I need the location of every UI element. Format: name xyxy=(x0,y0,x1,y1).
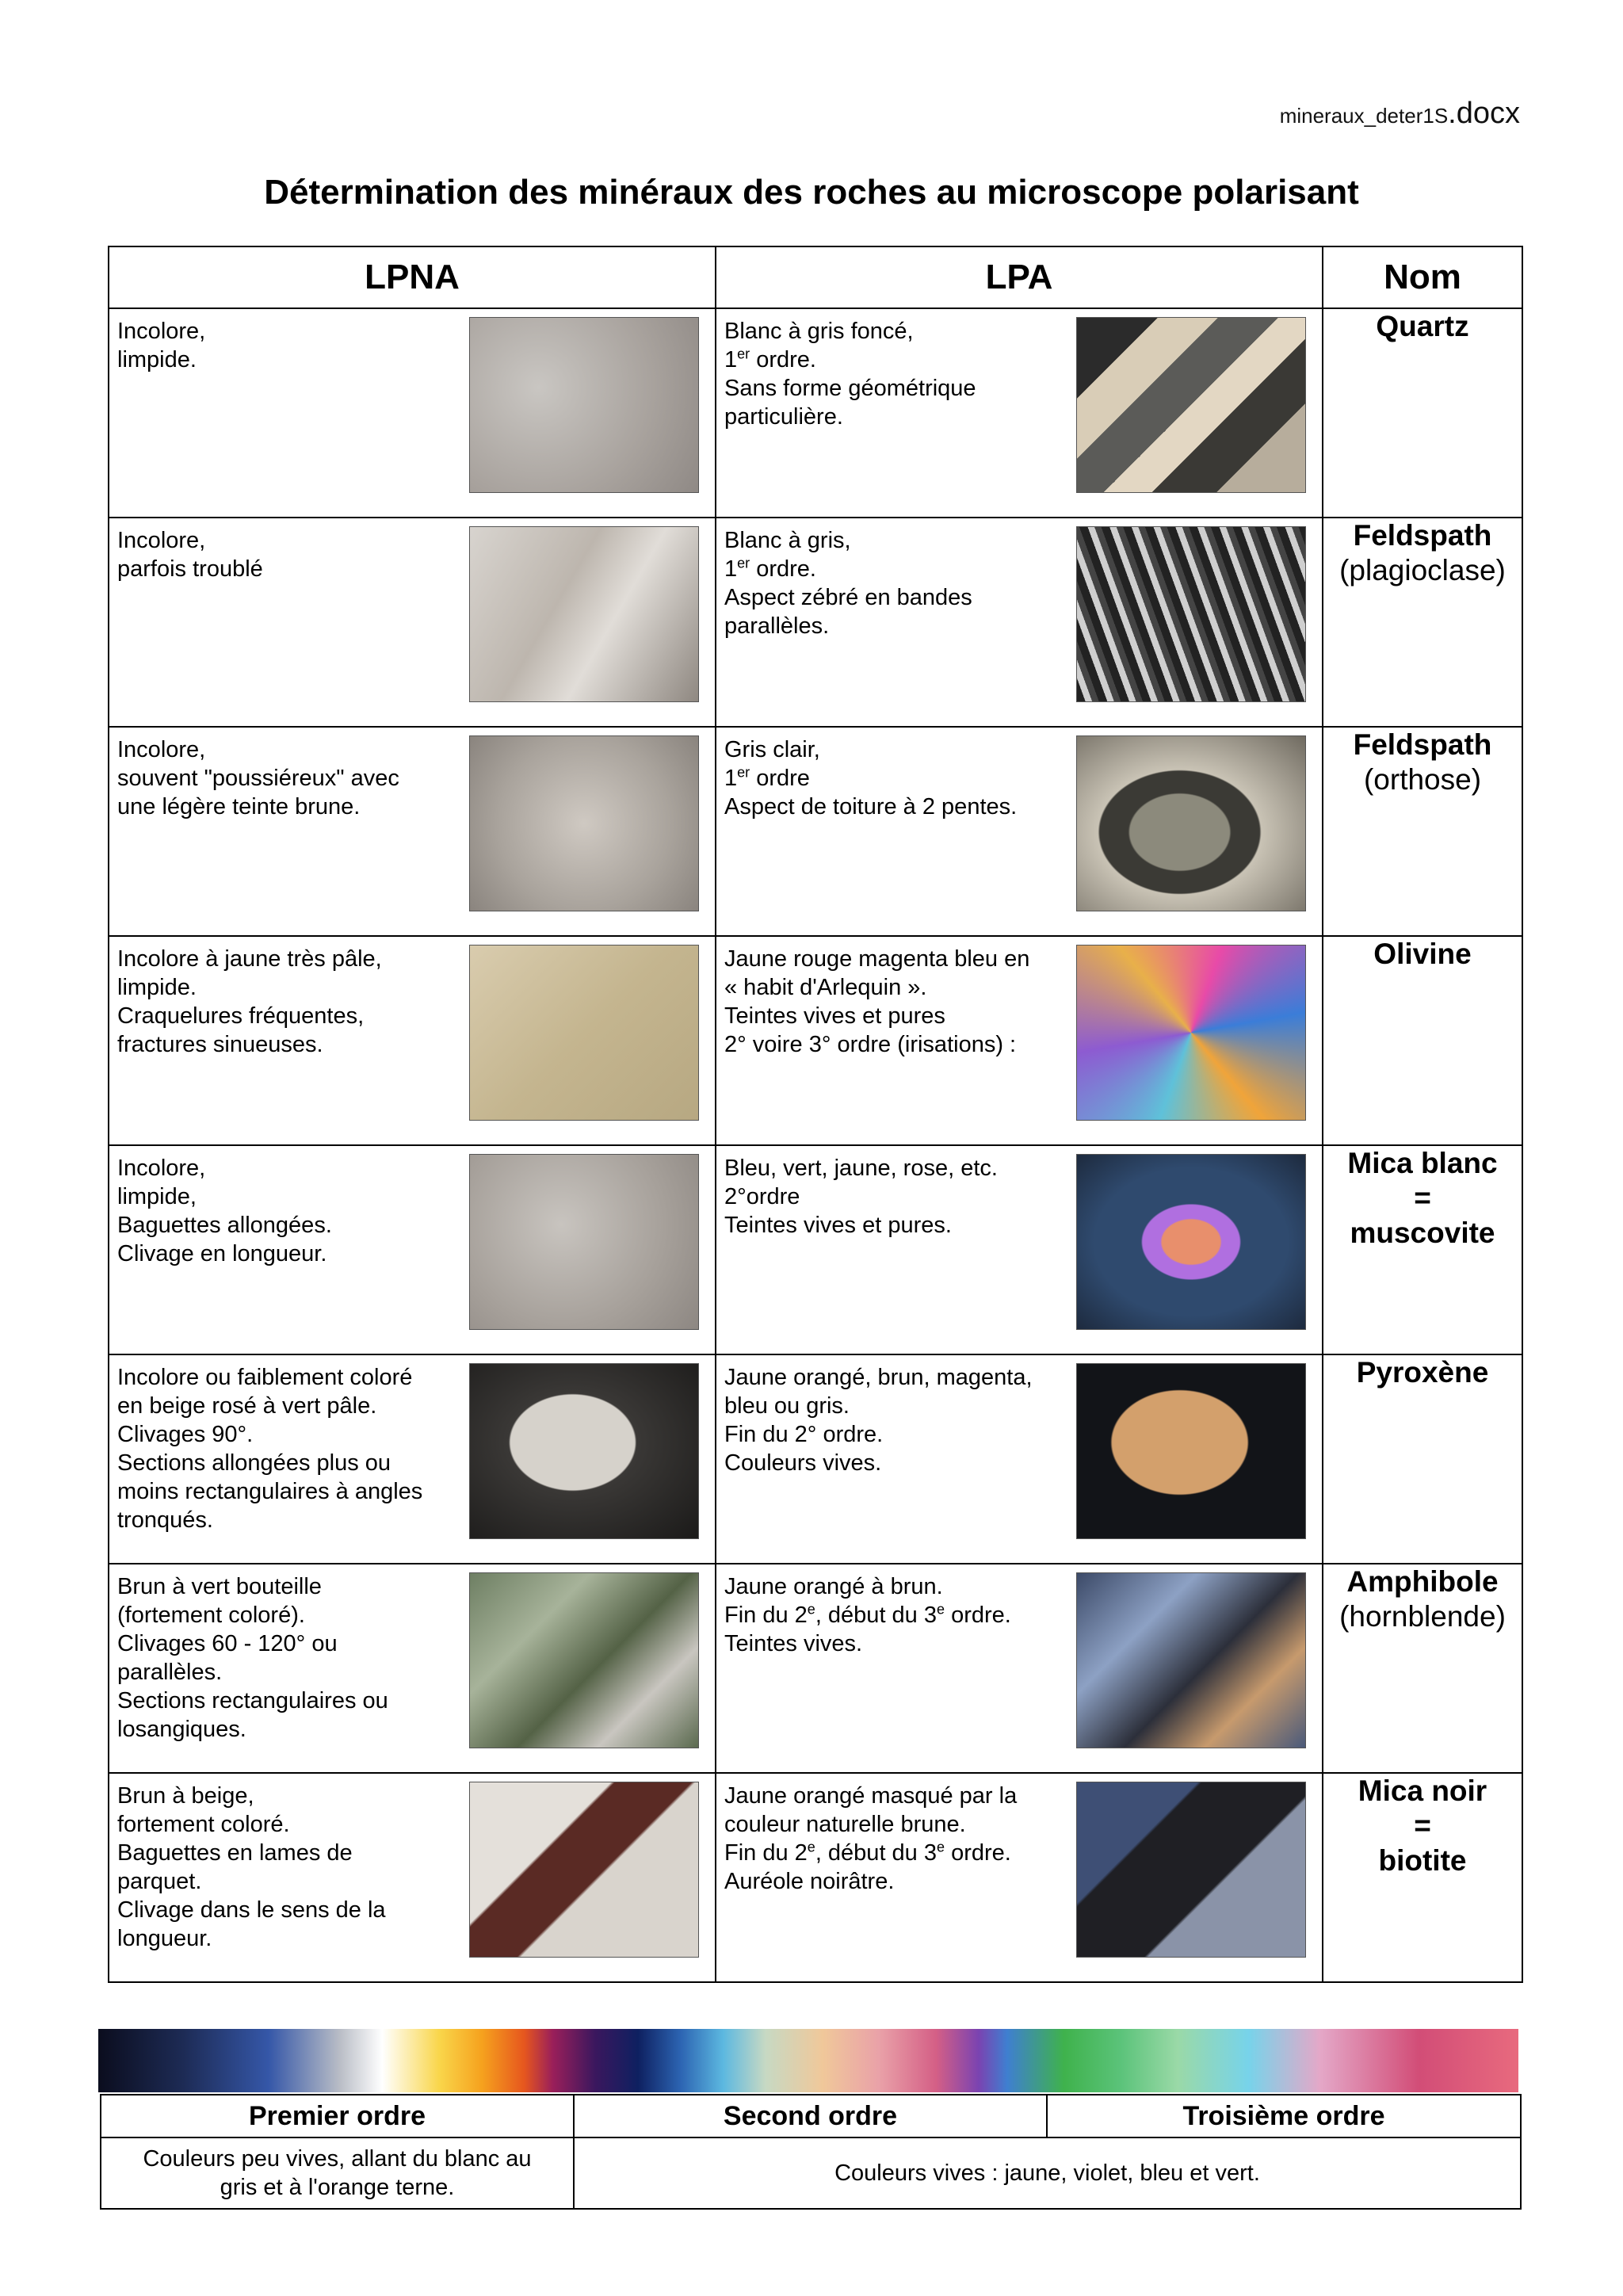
lpa-micrograph xyxy=(1076,945,1306,1121)
lpna-cell xyxy=(109,518,716,727)
lpna-micrograph xyxy=(469,1572,699,1748)
lpna-cell xyxy=(109,727,716,936)
header-second-ordre: Second ordre xyxy=(574,2095,1047,2137)
table-row xyxy=(109,308,1522,518)
lpa-cell xyxy=(716,308,1323,518)
lpa-description xyxy=(724,526,1065,640)
lpna-micrograph xyxy=(469,526,699,702)
lpa-line: « habit d'Arlequin ». xyxy=(724,975,927,1000)
lpa-line: Bleu, vert, jaune, rose, etc. xyxy=(724,1156,998,1181)
mineral-name: Pyroxène xyxy=(1356,1356,1489,1389)
nom-cell xyxy=(1323,936,1522,1145)
lpa-cell xyxy=(716,936,1323,1145)
nom-cell xyxy=(1323,1564,1522,1773)
lpna-micrograph xyxy=(469,1363,699,1539)
lpa-line: Jaune orangé masqué par la xyxy=(724,1783,1018,1809)
mineral-name: Mica noir = biotite xyxy=(1358,1775,1487,1877)
lpna-cell xyxy=(109,1564,716,1773)
lpa-line: couleur naturelle brune. xyxy=(724,1812,966,1837)
lpa-cell xyxy=(716,1773,1323,1982)
page-title: Détermination des minéraux des roches au microscope polarisant xyxy=(264,173,1359,212)
filename-ext: .docx xyxy=(1448,97,1520,130)
nom-cell xyxy=(1323,308,1522,518)
lpna-description: Incolore, parfois troublé xyxy=(117,528,263,582)
nom-cell xyxy=(1323,1354,1522,1564)
lpna-cell xyxy=(109,936,716,1145)
lpa-line: particulière. xyxy=(724,404,843,430)
lpa-line: 2°ordre xyxy=(724,1184,800,1209)
orders-header-row xyxy=(101,2095,1521,2137)
mineral-name: Amphibole xyxy=(1346,1565,1499,1598)
lpna-description: Incolore, souvent "poussiéreux" avec une légère teinte brune. xyxy=(117,737,399,819)
lpna-cell xyxy=(109,1354,716,1564)
mineral-name: Olivine xyxy=(1373,938,1472,970)
lpa-line: 1er ordre xyxy=(724,764,810,791)
table-row xyxy=(109,518,1522,727)
lpa-micrograph xyxy=(1076,526,1306,702)
lpa-line: Auréole noirâtre. xyxy=(724,1869,895,1894)
lpna-micrograph xyxy=(469,945,699,1121)
lpa-line: 1er ordre. xyxy=(724,346,816,372)
table-row xyxy=(109,727,1522,936)
lpna-micrograph xyxy=(469,317,699,493)
second-troisieme-ordre-desc: Couleurs vives : jaune, violet, bleu et vert. xyxy=(574,2137,1521,2209)
lpa-line: Teintes vives. xyxy=(724,1631,863,1656)
lpa-description xyxy=(724,1572,1065,1658)
lpa-micrograph xyxy=(1076,1782,1306,1958)
mineral-variety: (hornblende) xyxy=(1339,1600,1506,1633)
lpa-cell xyxy=(716,1564,1323,1773)
table-row xyxy=(109,1145,1522,1354)
interference-color-spectrum xyxy=(98,2029,1518,2092)
lpa-description xyxy=(724,1154,1065,1240)
lpa-micrograph xyxy=(1076,1572,1306,1748)
header-troisieme-ordre: Troisième ordre xyxy=(1047,2095,1521,2137)
table-header-row xyxy=(109,246,1522,308)
lpa-description xyxy=(724,1782,1065,1896)
lpa-line: Couleurs vives. xyxy=(724,1450,882,1476)
header-premier-ordre: Premier ordre xyxy=(101,2095,574,2137)
lpna-micrograph xyxy=(469,735,699,911)
lpa-line: Fin du 2° ordre. xyxy=(724,1422,884,1447)
table-row xyxy=(109,1564,1522,1773)
lpna-cell xyxy=(109,308,716,518)
lpa-line: parallèles. xyxy=(724,613,830,639)
nom-cell xyxy=(1323,518,1522,727)
header-nom: Nom xyxy=(1323,246,1522,308)
lpa-line: Jaune orangé à brun. xyxy=(724,1574,943,1599)
lpna-description: Incolore à jaune très pâle, limpide. Craquelures fréquentes, fractures sinueuses. xyxy=(117,946,382,1057)
lpa-cell xyxy=(716,1354,1323,1564)
filename-base: mineraux_deter1S xyxy=(1279,104,1449,128)
lpna-micrograph xyxy=(469,1782,699,1958)
orders-table xyxy=(100,2094,1522,2210)
lpa-description xyxy=(724,317,1065,431)
table-row xyxy=(109,1773,1522,1982)
lpa-line: 1er ordre. xyxy=(724,555,816,582)
mineral-name: Quartz xyxy=(1376,310,1469,342)
lpna-cell xyxy=(109,1145,716,1354)
nom-cell xyxy=(1323,1145,1522,1354)
lpna-description: Incolore, limpide. xyxy=(117,319,206,372)
lpna-description: Brun à vert bouteille (fortement coloré). Clivages 60 - 120° ou parallèles. Sections rectangulaires ou losangiques. xyxy=(117,1574,388,1742)
table-row xyxy=(109,1354,1522,1564)
lpna-description: Brun à beige, fortement coloré. Baguettes en lames de parquet. Clivage dans le sens de la longueur. xyxy=(117,1783,386,1951)
lpa-line: Aspect de toiture à 2 pentes. xyxy=(724,794,1018,819)
lpa-line: Blanc à gris, xyxy=(724,528,851,553)
table-row xyxy=(109,936,1522,1145)
lpa-description xyxy=(724,735,1065,821)
lpa-line: Fin du 2e, début du 3e ordre. xyxy=(724,1601,1011,1628)
mineral-name: Mica blanc = muscovite xyxy=(1347,1147,1498,1249)
lpa-line: Jaune orangé, brun, magenta, xyxy=(724,1365,1033,1390)
mineral-variety: (orthose) xyxy=(1363,763,1482,796)
lpa-micrograph xyxy=(1076,735,1306,911)
lpa-cell xyxy=(716,518,1323,727)
lpa-line: 2° voire 3° ordre (irisations) : xyxy=(724,1032,1017,1057)
lpa-line: Jaune rouge magenta bleu en xyxy=(724,946,1030,972)
lpa-line: Fin du 2e, début du 3e ordre. xyxy=(724,1839,1011,1866)
lpa-line: Blanc à gris foncé, xyxy=(724,319,914,344)
header-lpna: LPNA xyxy=(109,246,716,308)
lpa-micrograph xyxy=(1076,1154,1306,1330)
lpa-micrograph xyxy=(1076,1363,1306,1539)
lpna-micrograph xyxy=(469,1154,699,1330)
lpa-description xyxy=(724,1363,1065,1477)
lpna-description: Incolore, limpide, Baguettes allongées. Clivage en longueur. xyxy=(117,1156,332,1266)
lpa-line: Teintes vives et pures. xyxy=(724,1213,952,1238)
lpa-line: bleu ou gris. xyxy=(724,1393,850,1419)
premier-ordre-desc: Couleurs peu vives, allant du blanc au gris et à l'orange terne. xyxy=(101,2137,574,2209)
nom-cell xyxy=(1323,727,1522,936)
lpa-micrograph xyxy=(1076,317,1306,493)
lpna-description: Incolore ou faiblement coloré en beige rosé à vert pâle. Clivages 90°. Sections allongées plus ou moins rectangulaires à angles tronqués. xyxy=(117,1365,423,1533)
lpa-line: Gris clair, xyxy=(724,737,820,762)
nom-cell xyxy=(1323,1773,1522,1982)
orders-desc-row xyxy=(101,2137,1521,2209)
lpa-cell xyxy=(716,1145,1323,1354)
lpa-line: Sans forme géométrique xyxy=(724,376,976,401)
minerals-table xyxy=(108,246,1523,1983)
header-lpa: LPA xyxy=(716,246,1323,308)
mineral-variety: (plagioclase) xyxy=(1339,554,1506,586)
lpa-line: Aspect zébré en bandes xyxy=(724,585,972,610)
lpa-cell xyxy=(716,727,1323,936)
lpa-description xyxy=(724,945,1065,1059)
filename xyxy=(1280,97,1520,131)
lpa-line: Teintes vives et pures xyxy=(724,1003,945,1029)
mineral-name: Feldspath xyxy=(1353,728,1492,761)
lpna-cell xyxy=(109,1773,716,1982)
mineral-name: Feldspath xyxy=(1353,519,1492,552)
